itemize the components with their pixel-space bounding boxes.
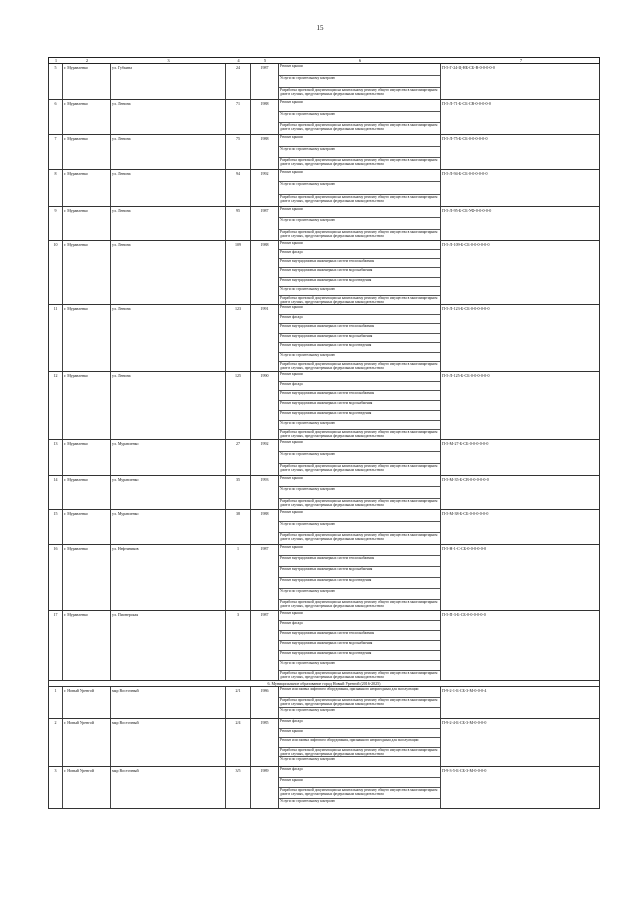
city-cell: г. Муравленко bbox=[63, 207, 111, 240]
city-cell: г. Муравленко bbox=[63, 305, 111, 371]
work-item: Ремонт крыши bbox=[279, 207, 440, 218]
street-cell: ул. Нефтяников bbox=[111, 545, 226, 610]
code-cell: П-5-Н-1-С-СБ-0-0-0-0-0-0 bbox=[442, 546, 487, 551]
year-cell: 1987 bbox=[251, 611, 279, 680]
table-row bbox=[48, 687, 600, 719]
work-item: Услуги по строительному контролю bbox=[279, 112, 440, 124]
works-cell bbox=[279, 611, 441, 680]
city-cell: г. Новый Уренгой bbox=[63, 687, 111, 718]
city-cell: г. Муравленко bbox=[63, 372, 111, 439]
works-cell bbox=[279, 207, 441, 240]
code-cell: П-5-Л-125-Б-СБ-0-0-0-0-0-0 bbox=[442, 373, 490, 378]
work-item: Услуги по строительному контролю bbox=[279, 353, 440, 363]
table-row bbox=[48, 207, 600, 241]
house-cell: 3 bbox=[226, 611, 251, 680]
work-item: Ремонт фасада bbox=[279, 382, 440, 392]
year-cell: 1993 bbox=[251, 476, 279, 509]
year-cell: 1988 bbox=[251, 510, 279, 544]
page-number: 15 bbox=[316, 24, 324, 32]
city-cell: г. Муравленко bbox=[63, 510, 111, 544]
work-item: Ремонт крыши bbox=[279, 778, 440, 789]
house-cell: 1 bbox=[226, 545, 251, 610]
work-item: Услуги по строительному контролю bbox=[279, 147, 440, 159]
code-cell: П-5-Л-71-Б-СБ-СВ-0-0-0-0-0 bbox=[442, 101, 491, 106]
year-cell: 1987 bbox=[251, 207, 279, 240]
work-item: Ремонт фасада bbox=[279, 767, 440, 778]
work-item: Ремонт внутридомовых инженерных систем водоснабжения bbox=[279, 567, 440, 578]
table-row bbox=[48, 305, 600, 372]
row-number: 7 bbox=[49, 135, 63, 169]
year-cell: 1992 bbox=[251, 440, 279, 475]
header-col-1: 1 bbox=[54, 58, 58, 63]
table-row bbox=[48, 440, 600, 476]
table-row bbox=[48, 64, 600, 100]
work-item: Разработка проектной документации на капитальному ремонту общего имущества в многоквартирном доме в случаях, предусмотренных федеральным законодательством bbox=[280, 194, 438, 203]
street-cell: ул. Губкина bbox=[111, 64, 226, 99]
street-cell: ул. Ленина bbox=[111, 372, 226, 439]
table-row bbox=[48, 372, 600, 440]
works-cell bbox=[279, 767, 441, 808]
street-cell: ул. Ленина bbox=[111, 305, 226, 371]
table-row bbox=[48, 100, 600, 135]
work-item: Разработка проектной документации на капитальному ремонту общего имущества в многоквартирном доме в случаях, предусмотренных федеральным законодательством bbox=[280, 430, 438, 439]
work-item: Ремонт крыши bbox=[279, 305, 440, 315]
work-item: Услуги по строительному контролю bbox=[279, 452, 440, 464]
works-cell bbox=[279, 510, 441, 544]
works-cell bbox=[279, 305, 441, 371]
street-cell: мкр Восточный bbox=[111, 687, 226, 718]
work-item: Ремонт внутридомовых инженерных систем теплоснабжения bbox=[279, 259, 440, 268]
table-row bbox=[48, 767, 600, 809]
street-cell: ул. Ленина bbox=[111, 100, 226, 134]
city-cell: г. Муравленко bbox=[63, 611, 111, 680]
house-cell: 125 bbox=[226, 372, 251, 439]
works-cell bbox=[279, 476, 441, 509]
work-item: Разработка проектной документации на капитальному ремонту общего имущества в многоквартирном доме в случаях, предусмотренных федеральным законодательством bbox=[280, 362, 438, 371]
work-item: Услуги по строительному контролю bbox=[279, 522, 440, 534]
row-number: 13 bbox=[49, 440, 63, 475]
table-row bbox=[48, 170, 600, 207]
work-item: Ремонт крыши bbox=[279, 611, 440, 621]
row-number: 8 bbox=[49, 170, 63, 206]
street-cell: мкр Восточный bbox=[111, 767, 226, 808]
house-cell: 3/5 bbox=[226, 767, 251, 808]
work-item: Услуги по строительному контролю bbox=[279, 589, 440, 600]
work-item: Разработка проектной документации на капитальному ремонту общего имущества в многоквартирном доме в случаях, предусмотренных федеральным законодательством bbox=[280, 671, 438, 679]
city-cell: г. Муравленко bbox=[63, 440, 111, 475]
row-number: 12 bbox=[49, 372, 63, 439]
work-item: Разработка проектной документации на капитальному ремонту общего имущества в многоквартирном доме в случаях, предусмотренных федеральным законодательством bbox=[280, 498, 438, 507]
house-cell: 75 bbox=[226, 135, 251, 169]
work-item: Ремонт крыши bbox=[279, 135, 440, 147]
house-cell: 94 bbox=[226, 170, 251, 206]
work-item: Услуги по строительному контролю bbox=[279, 218, 440, 229]
street-cell: ул. Ленина bbox=[111, 135, 226, 169]
row-number: 16 bbox=[49, 545, 63, 610]
city-cell: г. Муравленко bbox=[63, 100, 111, 134]
work-item: Ремонт внутридомовых инженерных систем водоснабжения bbox=[279, 401, 440, 411]
code-cell: П-5-Л-109-Б-СБ-0-0-0-0-0-0 bbox=[442, 242, 490, 247]
work-item: Разработка проектной документации на капитальному ремонту общего имущества в многоквартирном доме в случаях, предусмотренных федеральным законодательством bbox=[280, 464, 438, 472]
year-cell: 1992 bbox=[251, 170, 279, 206]
city-cell: г. Муравленко bbox=[63, 64, 111, 99]
city-cell: г. Новый Уренгой bbox=[63, 719, 111, 766]
city-cell: г. Новый Уренгой bbox=[63, 767, 111, 808]
header-col-5: 5 bbox=[263, 58, 267, 63]
work-item: Ремонт или замена лифтового оборудования, признанного непригодным для эксплуатации bbox=[279, 687, 440, 698]
works-cell bbox=[279, 241, 441, 304]
house-cell: 2/4 bbox=[226, 719, 251, 766]
code-cell: П-5-Л-75-Б-СБ-0-0-0-0-0-0 bbox=[442, 136, 488, 141]
table-row bbox=[48, 476, 600, 510]
table-row bbox=[48, 135, 600, 170]
row-number: 9 bbox=[49, 207, 63, 240]
house-cell: 123 bbox=[226, 305, 251, 371]
code-cell: П-9-3-5-Б-СБ-3-М-0-0-0-0 bbox=[442, 768, 487, 773]
table-row bbox=[48, 241, 600, 305]
work-item: Разработка проектной документации на капитальному ремонту общего имущества в многоквартирном доме в случаях, предусмотренных федеральным законодательством bbox=[279, 788, 440, 799]
street-cell: ул. Ленина bbox=[111, 207, 226, 240]
work-item: Ремонт внутридомовых инженерных систем теплоснабжения bbox=[279, 556, 440, 567]
work-item: Разработка проектной документации на капитальному ремонту общего имущества в многоквартирном доме в случаях, предусмотренных федеральным законодательством bbox=[280, 533, 438, 542]
table-header bbox=[48, 57, 600, 64]
code-cell: П-5-Л-123-Б-СБ-0-0-0-0-0-0 bbox=[442, 306, 490, 311]
code-cell: П-5-М-38-Б-СБ-0-0-0-0-0-0 bbox=[442, 511, 489, 516]
table-row bbox=[48, 719, 600, 767]
street-cell: мкр Восточный bbox=[111, 719, 226, 766]
year-cell: 1988 bbox=[251, 241, 279, 304]
street-cell: ул. Муравленко bbox=[111, 510, 226, 544]
city-cell: г. Муравленко bbox=[63, 545, 111, 610]
house-cell: 2/1 bbox=[226, 687, 251, 718]
table-row bbox=[48, 510, 600, 545]
work-item: Ремонт крыши bbox=[279, 100, 440, 112]
city-cell: г. Муравленко bbox=[63, 135, 111, 169]
work-item: Ремонт внутридомовых инженерных систем водоотведения bbox=[279, 411, 440, 421]
works-cell bbox=[279, 687, 441, 718]
works-cell bbox=[279, 100, 441, 134]
row-number: 15 bbox=[49, 510, 63, 544]
code-cell: П-5-Г-24-Ц-НБ-СБ-В-0-0-0-0-0 bbox=[442, 65, 495, 70]
work-item: Разработка проектной документации на капитальному ремонту общего имущества в многоквартирном доме в случаях, предусмотренных федеральным законодательством bbox=[280, 229, 438, 238]
row-number: 14 bbox=[49, 476, 63, 509]
work-item: Ремонт внутридомовых инженерных систем водоснабжения bbox=[279, 334, 440, 344]
works-cell bbox=[279, 545, 441, 610]
header-col-3: 3 bbox=[167, 58, 170, 63]
row-number: 17 bbox=[49, 611, 63, 680]
work-item: Ремонт внутридомовых инженерных систем теплоснабжения bbox=[279, 631, 440, 641]
row-number: 1 bbox=[49, 687, 63, 718]
work-item: Услуги по строительному контролю bbox=[280, 708, 336, 713]
row-number: 2 bbox=[49, 719, 63, 766]
year-cell: 1985 bbox=[251, 719, 279, 766]
work-item: Разработка проектной документации на капитальному ремонту общего имущества в многоквартирном доме в случаях, предусмотренных федеральным законодательством bbox=[279, 748, 440, 758]
work-item: Услуги по строительному контролю bbox=[279, 487, 440, 498]
work-item: Разработка проектной документации на капитальному ремонту общего имущества в многоквартирном доме в случаях, предусмотренных федеральным законодательством bbox=[280, 123, 438, 132]
table-row bbox=[48, 545, 600, 611]
row-number: 6 bbox=[49, 100, 63, 134]
section-title: 6. Муниципальное образование город Новый Уренгой (2016-2025) bbox=[48, 681, 600, 687]
work-item: Ремонт фасада bbox=[279, 719, 440, 729]
work-item: Услуги по строительному контролю bbox=[279, 76, 440, 88]
work-item: Ремонт крыши bbox=[279, 545, 440, 556]
street-cell: ул. Муравленко bbox=[111, 476, 226, 509]
code-cell: П-9-2-4-Б-СБ-3-М-0-0-0-0 bbox=[442, 720, 487, 725]
work-item: Ремонт внутридомовых инженерных систем водоотведения bbox=[279, 651, 440, 661]
work-item: Разработка проектной документации на капитальному ремонту общего имущества в многоквартирном доме в случаях, предусмотренных федеральным законодательством bbox=[279, 698, 440, 709]
house-cell: 24 bbox=[226, 64, 251, 99]
row-number: 5 bbox=[49, 64, 63, 99]
house-cell: 95 bbox=[226, 207, 251, 240]
work-item: Ремонт внутридомовых инженерных систем водоотведения bbox=[279, 343, 440, 353]
code-cell: П-5-Л-95-Б-СБ-УФ-0-0-0-0-0 bbox=[442, 208, 492, 213]
house-cell: 109 bbox=[226, 241, 251, 304]
year-cell: 1986 bbox=[251, 687, 279, 718]
work-item: Ремонт крыши bbox=[279, 476, 440, 487]
year-cell: 1991 bbox=[251, 305, 279, 371]
work-item: Ремонт крыши bbox=[279, 510, 440, 522]
work-item: Услуги по строительному контролю bbox=[280, 757, 336, 762]
work-item: Ремонт внутридомовых инженерных систем теплоснабжения bbox=[279, 391, 440, 401]
street-cell: ул. Ленина bbox=[111, 170, 226, 206]
code-cell: П-5-М-35-Б-СВ-0-0-0-0-0-0 bbox=[442, 477, 489, 482]
year-cell: 1987 bbox=[251, 64, 279, 99]
work-item: Услуги по строительному контролю bbox=[280, 798, 336, 803]
work-item: Ремонт крыши bbox=[279, 729, 440, 739]
year-cell: 1990 bbox=[251, 372, 279, 439]
work-item: Ремонт фасада bbox=[279, 315, 440, 325]
work-item: Ремонт или замена лифтового оборудования, признанного непригодным для эксплуатации bbox=[279, 738, 440, 748]
city-cell: г. Муравленко bbox=[63, 476, 111, 509]
city-cell: г. Муравленко bbox=[63, 170, 111, 206]
house-cell: 27 bbox=[226, 440, 251, 475]
work-item: Ремонт крыши bbox=[279, 372, 440, 382]
house-cell: 38 bbox=[226, 510, 251, 544]
work-item: Ремонт внутридомовых инженерных систем водоотведения bbox=[279, 578, 440, 589]
street-cell: ул. Пионерская bbox=[111, 611, 226, 680]
work-item: Разработка проектной документации на капитальному ремонту общего имущества в многоквартирном доме в случаях, предусмотренных федеральным законодательством bbox=[280, 600, 438, 608]
work-item: Ремонт фасада bbox=[279, 621, 440, 631]
row-number: 10 bbox=[49, 241, 63, 304]
year-cell: 1989 bbox=[251, 767, 279, 808]
year-cell: 1988 bbox=[251, 100, 279, 134]
works-cell bbox=[279, 170, 441, 206]
code-cell: П-5-М-27-Б-СБ-0-0-0-0-0-0 bbox=[442, 441, 489, 446]
header-col-7: 7 bbox=[519, 58, 523, 63]
works-cell bbox=[279, 64, 441, 99]
work-item: Ремонт крыши bbox=[279, 440, 440, 452]
code-cell: П-5-Л-94-Б-СБ-0-0-0-0-0-0 bbox=[442, 171, 488, 176]
works-cell bbox=[279, 135, 441, 169]
city-cell: г. Муравленко bbox=[63, 241, 111, 304]
year-cell: 1988 bbox=[251, 135, 279, 169]
work-item: Услуги по строительному контролю bbox=[279, 421, 440, 431]
house-cell: 35 bbox=[226, 476, 251, 509]
header-col-2: 2 bbox=[85, 58, 89, 63]
work-item: Ремонт крыши bbox=[279, 64, 440, 76]
work-item: Ремонт крыши bbox=[279, 170, 440, 182]
works-cell bbox=[279, 372, 441, 439]
code-cell: П-5-П-3-Б-СБ-0-0-0-0-0-0 bbox=[442, 612, 486, 617]
work-item: Ремонт внутридомовых инженерных систем водоотведения bbox=[279, 278, 440, 287]
work-item: Ремонт крыши bbox=[279, 241, 440, 250]
row-number: 11 bbox=[49, 305, 63, 371]
work-item: Ремонт фасада bbox=[279, 250, 440, 259]
work-item: Ремонт внутридомовых инженерных систем водоснабжения bbox=[279, 268, 440, 277]
work-item: Услуги по строительному контролю bbox=[279, 182, 440, 194]
header-col-6: 6 bbox=[358, 58, 362, 63]
work-item: Услуги по строительному контролю bbox=[279, 287, 440, 296]
works-cell bbox=[279, 719, 441, 766]
row-number: 3 bbox=[49, 767, 63, 808]
repair-program-table bbox=[48, 57, 600, 857]
works-cell bbox=[279, 440, 441, 475]
street-cell: ул. Муравленко bbox=[111, 440, 226, 475]
street-cell: ул. Ленина bbox=[111, 241, 226, 304]
work-item: Услуги по строительному контролю bbox=[279, 661, 440, 671]
code-cell: П-9-2-1-Б-СБ-3-М-0-0-0-4 bbox=[442, 688, 487, 693]
work-item: Ремонт внутридомовых инженерных систем теплоснабжения bbox=[279, 324, 440, 334]
year-cell: 1987 bbox=[251, 545, 279, 610]
work-item: Разработка проектной документации на капитальному ремонту общего имущества в многоквартирном доме в случаях, предусмотренных федеральным законодательством bbox=[280, 158, 438, 167]
work-item: Разработка проектной документации на капитальному ремонту общего имущества в многоквартирном доме в случаях, предусмотренных федеральным законодательством bbox=[280, 88, 438, 96]
table-row bbox=[48, 611, 600, 681]
work-item: Разработка проектной документации на капитальному ремонту общего имущества в многоквартирном доме в случаях, предусмотренных федеральным законодательством bbox=[280, 295, 438, 304]
header-col-4: 4 bbox=[237, 58, 240, 63]
house-cell: 71 bbox=[226, 100, 251, 134]
work-item: Ремонт внутридомовых инженерных систем водоснабжения bbox=[279, 641, 440, 651]
